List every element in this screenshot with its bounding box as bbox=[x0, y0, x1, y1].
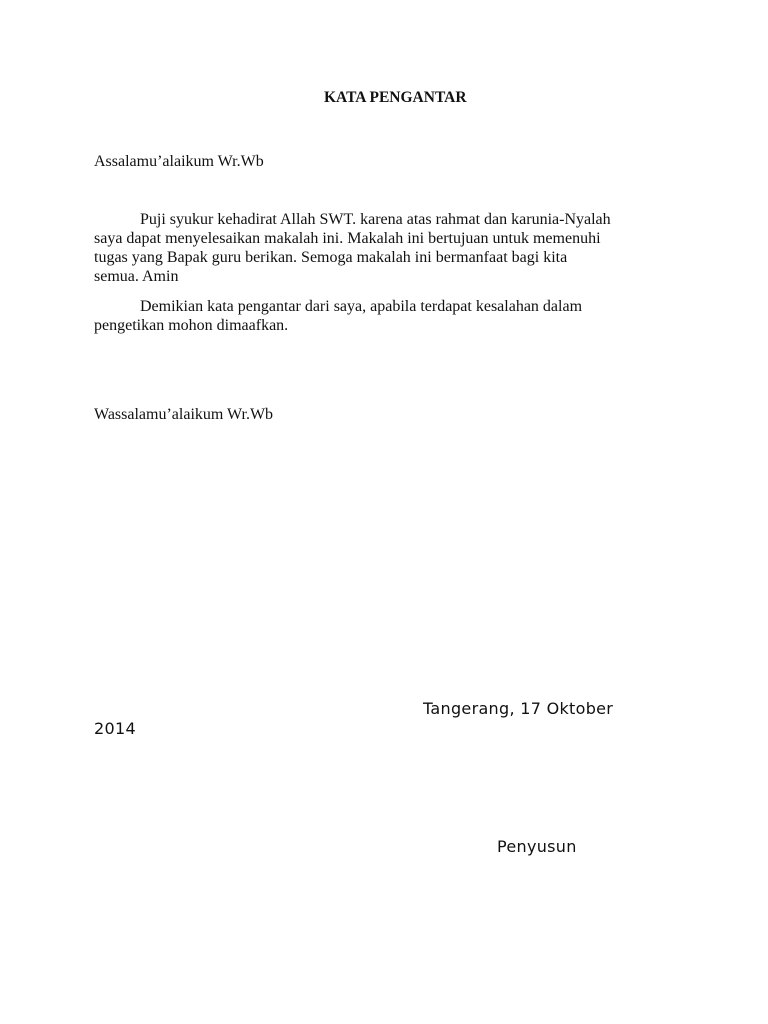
paragraph-1-line: semua. Amin bbox=[94, 268, 179, 285]
paragraph-2-line: Demikian kata pengantar dari saya, apabila terdapat kesalahan dalam bbox=[140, 298, 583, 315]
document-title: KATA PENGANTAR bbox=[324, 89, 467, 106]
paragraph-2 bbox=[94, 297, 582, 335]
signature-label: Penyusun bbox=[497, 837, 577, 856]
paragraph-1 bbox=[94, 210, 611, 286]
paragraph-1-line: tugas yang Bapak guru berikan. Semoga makalah ini bermanfaat bagi kita bbox=[94, 249, 568, 266]
place-date-line: Tangerang, 17 Oktober bbox=[423, 699, 614, 718]
date-year: 2014 bbox=[94, 719, 136, 738]
paragraph-2-line: pengetikan mohon dimaafkan. bbox=[94, 317, 289, 334]
greeting-text: Assalamu’alaikum Wr.Wb bbox=[94, 153, 264, 170]
closing-text: Wassalamu’alaikum Wr.Wb bbox=[94, 406, 274, 423]
paragraph-1-line: saya dapat menyelesaikan makalah ini. Makalah ini bertujuan untuk memenuhi bbox=[94, 230, 601, 247]
paragraph-1-line: Puji syukur kehadirat Allah SWT. karena atas rahmat dan karunia-Nyalah bbox=[140, 211, 611, 228]
